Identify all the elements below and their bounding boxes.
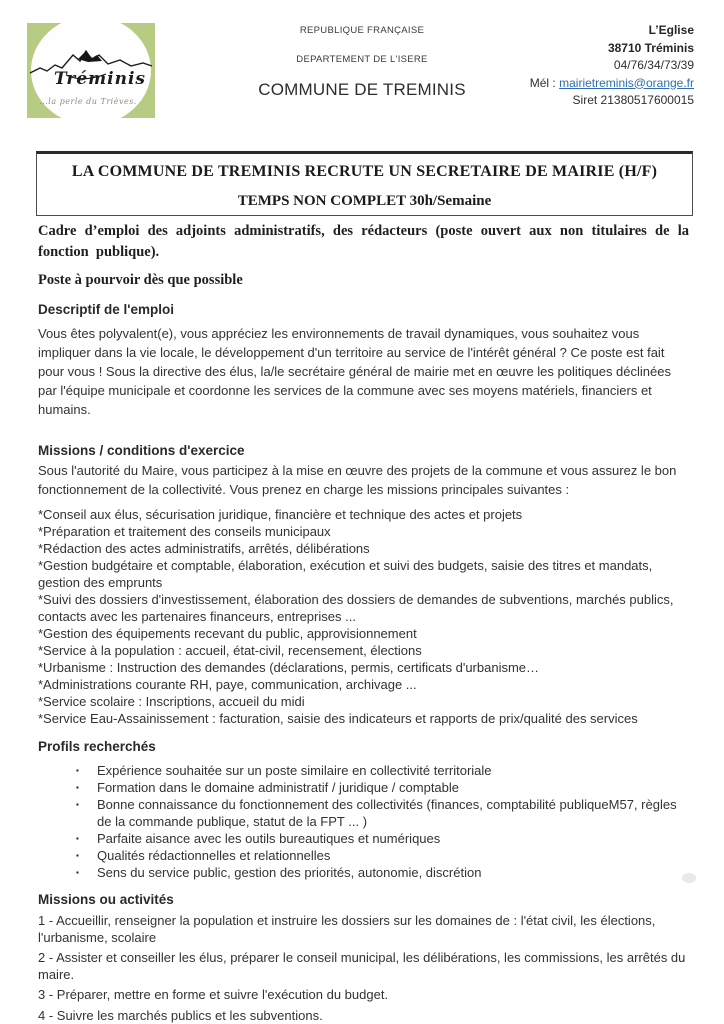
- phone-number: 04/76/34/73/39: [613, 58, 694, 72]
- missions-intro-paragraph: Sous l'autorité du Maire, vous participez à la mise en œuvre des projets de la commune et vous assurez le bon fonctionnement de la collectivité. Vous prenez en charge les missions principales suivantes :: [38, 463, 677, 497]
- profils-item-text: Qualités rédactionnelles et relationnelles: [97, 848, 331, 863]
- profils-list-item: [38, 847, 689, 864]
- profils-list: [38, 762, 689, 881]
- cadre-emploi-text: Cadre d’emploi des adjoints administratifs, des rédacteurs (poste ouvert aux non titulaires de la fonction publique).: [38, 223, 689, 260]
- section-heading-missions-conditions: Missions / conditions d'exercice: [38, 443, 245, 458]
- missions-list: [38, 506, 689, 727]
- email-link[interactable]: mairietreminis@orange.fr: [559, 75, 694, 90]
- square-bullet-icon: ▪: [76, 766, 79, 775]
- treminis-logo: [27, 23, 155, 118]
- contact-block: [530, 22, 694, 110]
- missions-list-item: *Suivi des dossiers d'investissement, élaboration des dossiers de demandes de subventions, marchés publics, contacts avec les partenaires financeurs, entreprises ...: [38, 592, 674, 624]
- profils-list-item: [38, 796, 689, 830]
- profils-list-item: [38, 830, 689, 847]
- header-center-block: [232, 25, 492, 100]
- profils-list-item: [38, 864, 689, 881]
- square-bullet-icon: ▪: [76, 834, 79, 843]
- profils-item-text: Formation dans le domaine administratif / juridique / comptable: [97, 780, 460, 795]
- siret-number: Siret 21380517600015: [572, 93, 694, 107]
- descriptif-paragraph: Vous êtes polyvalent(e), vous appréciez les environnements de travail dynamiques, vous souhaitez vous impliquer dans la vie locale, le développement d'un territoire au service de l'intérêt général ? Ce poste est fait pour vous ! Sous la directive des élus, la/le secrétaire général de mairie met en œuvre les politiques déclinées par l'équipe municipale et coordonne les services de la commune avec ses moyens matériels, financiers et humains.: [38, 326, 671, 417]
- missions-list-item: *Rédaction des actes administratifs, arrêtés, délibérations: [38, 541, 370, 556]
- profils-item-text: Parfaite aisance avec les outils bureautiques et numériques: [97, 831, 441, 846]
- activites-list: [38, 913, 689, 1024]
- missions-list-item: *Gestion budgétaire et comptable, élaboration, exécution et suivi des budgets, saisie des titres et mandats, gestion des emprunts: [38, 558, 653, 590]
- commune-line: COMMUNE DE TREMINIS: [258, 80, 466, 99]
- job-title-line1: LA COMMUNE DE TREMINIS RECRUTE UN SECRETAIRE DE MAIRIE (H/F): [71, 163, 658, 180]
- missions-list-item: *Conseil aux élus, sécurisation juridique, financière et technique des actes et projets: [38, 507, 523, 522]
- section-heading-missions-activites: Missions ou activités: [38, 892, 174, 907]
- poste-pourvoir-text: Poste à pourvoir dès que possible: [38, 272, 243, 288]
- section-heading-descriptif: Descriptif de l'emploi: [38, 302, 174, 317]
- activites-list-item: 4 - Suivre les marchés publics et les subventions.: [38, 1007, 323, 1023]
- activites-list-item: 3 - Préparer, mettre en forme et suivre l'exécution du budget.: [38, 987, 389, 1002]
- address-line2: 38710 Tréminis: [607, 40, 694, 55]
- address-line1: L’Eglise: [648, 23, 694, 37]
- document-body: [38, 221, 689, 1024]
- square-bullet-icon: ▪: [76, 868, 79, 877]
- email-line: [530, 75, 694, 93]
- square-bullet-icon: ▪: [76, 851, 79, 860]
- section-heading-profils: Profils recherchés: [38, 739, 156, 754]
- missions-list-item: *Administrations courante RH, paye, communication, archivage ...: [38, 677, 417, 692]
- job-title-line2: TEMPS NON COMPLET 30h/Semaine: [237, 193, 492, 209]
- missions-list-item: *Service à la population : accueil, état-civil, recensement, élections: [38, 643, 422, 658]
- departement-line: DEPARTEMENT DE L'ISERE: [296, 54, 428, 65]
- logo-tagline: ...la perle du Trièves.: [39, 97, 137, 106]
- missions-list-item: *Préparation et traitement des conseils municipaux: [38, 524, 331, 539]
- scan-smudge-artifact: [682, 873, 696, 883]
- profils-item-text: Sens du service public, gestion des priorités, autonomie, discrétion: [97, 865, 482, 880]
- profils-list-item: [38, 762, 689, 779]
- activites-list-item: 1 - Accueillir, renseigner la population et instruire les dossiers sur les domaines de : l'état civil, les élections, l'urbanisme, scolaire: [38, 913, 656, 945]
- logo-title: Tréminis: [53, 69, 147, 89]
- profils-item-text: Expérience souhaitée sur un poste similaire en collectivité territoriale: [97, 763, 492, 778]
- missions-list-item: *Gestion des équipements recevant du public, approvisionnement: [38, 626, 417, 641]
- missions-list-item: *Urbanisme : Instruction des demandes (déclarations, permis, certificats d'urbanisme…: [38, 660, 540, 675]
- activites-list-item: 2 - Assister et conseiller les élus, préparer le conseil municipal, les délibérations, les commissions, les arrêtés du maire.: [38, 950, 686, 982]
- job-title-box: [36, 151, 693, 216]
- square-bullet-icon: ▪: [76, 783, 79, 792]
- email-label: Mél :: [529, 75, 560, 90]
- missions-list-item: *Service scolaire : Inscriptions, accueil du midi: [38, 694, 305, 709]
- profils-list-item: [38, 779, 689, 796]
- republique-line: REPUBLIQUE FRANÇAISE: [299, 25, 425, 36]
- square-bullet-icon: ▪: [76, 800, 79, 809]
- profils-item-text: Bonne connaissance du fonctionnement des collectivités (finances, comptabilité publiqueM57, règles de la commande publique, statut de la FPT ... ): [97, 797, 677, 829]
- missions-list-item: *Service Eau-Assainissement : facturation, saisie des indicateurs et rapports de prix/qualité des services: [38, 711, 638, 726]
